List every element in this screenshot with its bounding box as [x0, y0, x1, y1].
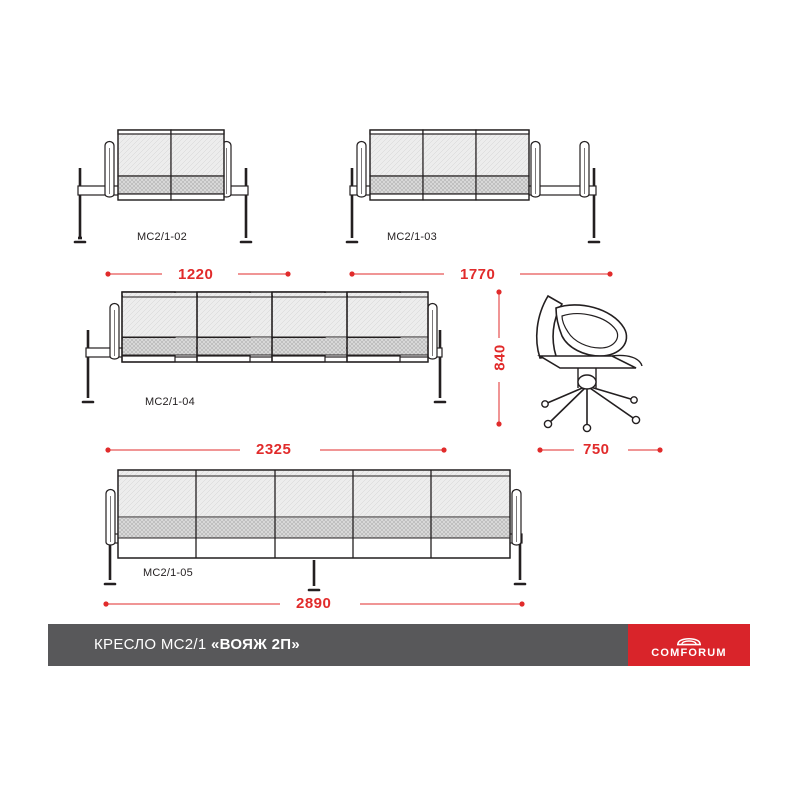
drawing-title-bold: «ВОЯЖ 2П» [211, 636, 300, 653]
chair-side-view-drawing [537, 296, 642, 432]
model-label-3-seat: МС2/1-03 [387, 231, 437, 243]
model-label-2-seat: МС2/1-02 [137, 231, 187, 243]
dimension-value-width-5-seat: 2890 [296, 595, 332, 612]
comforum-logo [628, 624, 750, 666]
dimension-value-height: 840 [491, 344, 509, 371]
bench-4-seat-drawing [83, 292, 445, 402]
arch-logo-icon [676, 632, 702, 646]
dimension-value-width-4-seat: 2325 [256, 441, 292, 458]
bench-2-seat-drawing [75, 130, 251, 242]
drawing-title [94, 636, 300, 653]
dimension-value-depth: 750 [583, 441, 610, 458]
dimension-value-width-2-seat: 1220 [178, 266, 214, 283]
logo-wordmark: COMFORUM [651, 646, 727, 659]
dimension-value-width-3-seat: 1770 [460, 266, 496, 283]
model-label-5-seat: МС2/1-05 [143, 567, 193, 579]
model-label-4-seat: МС2/1-04 [145, 396, 195, 408]
bench-3-seat-drawing [347, 130, 599, 242]
drawing-title-plain: КРЕСЛО МС2/1 [94, 636, 212, 653]
